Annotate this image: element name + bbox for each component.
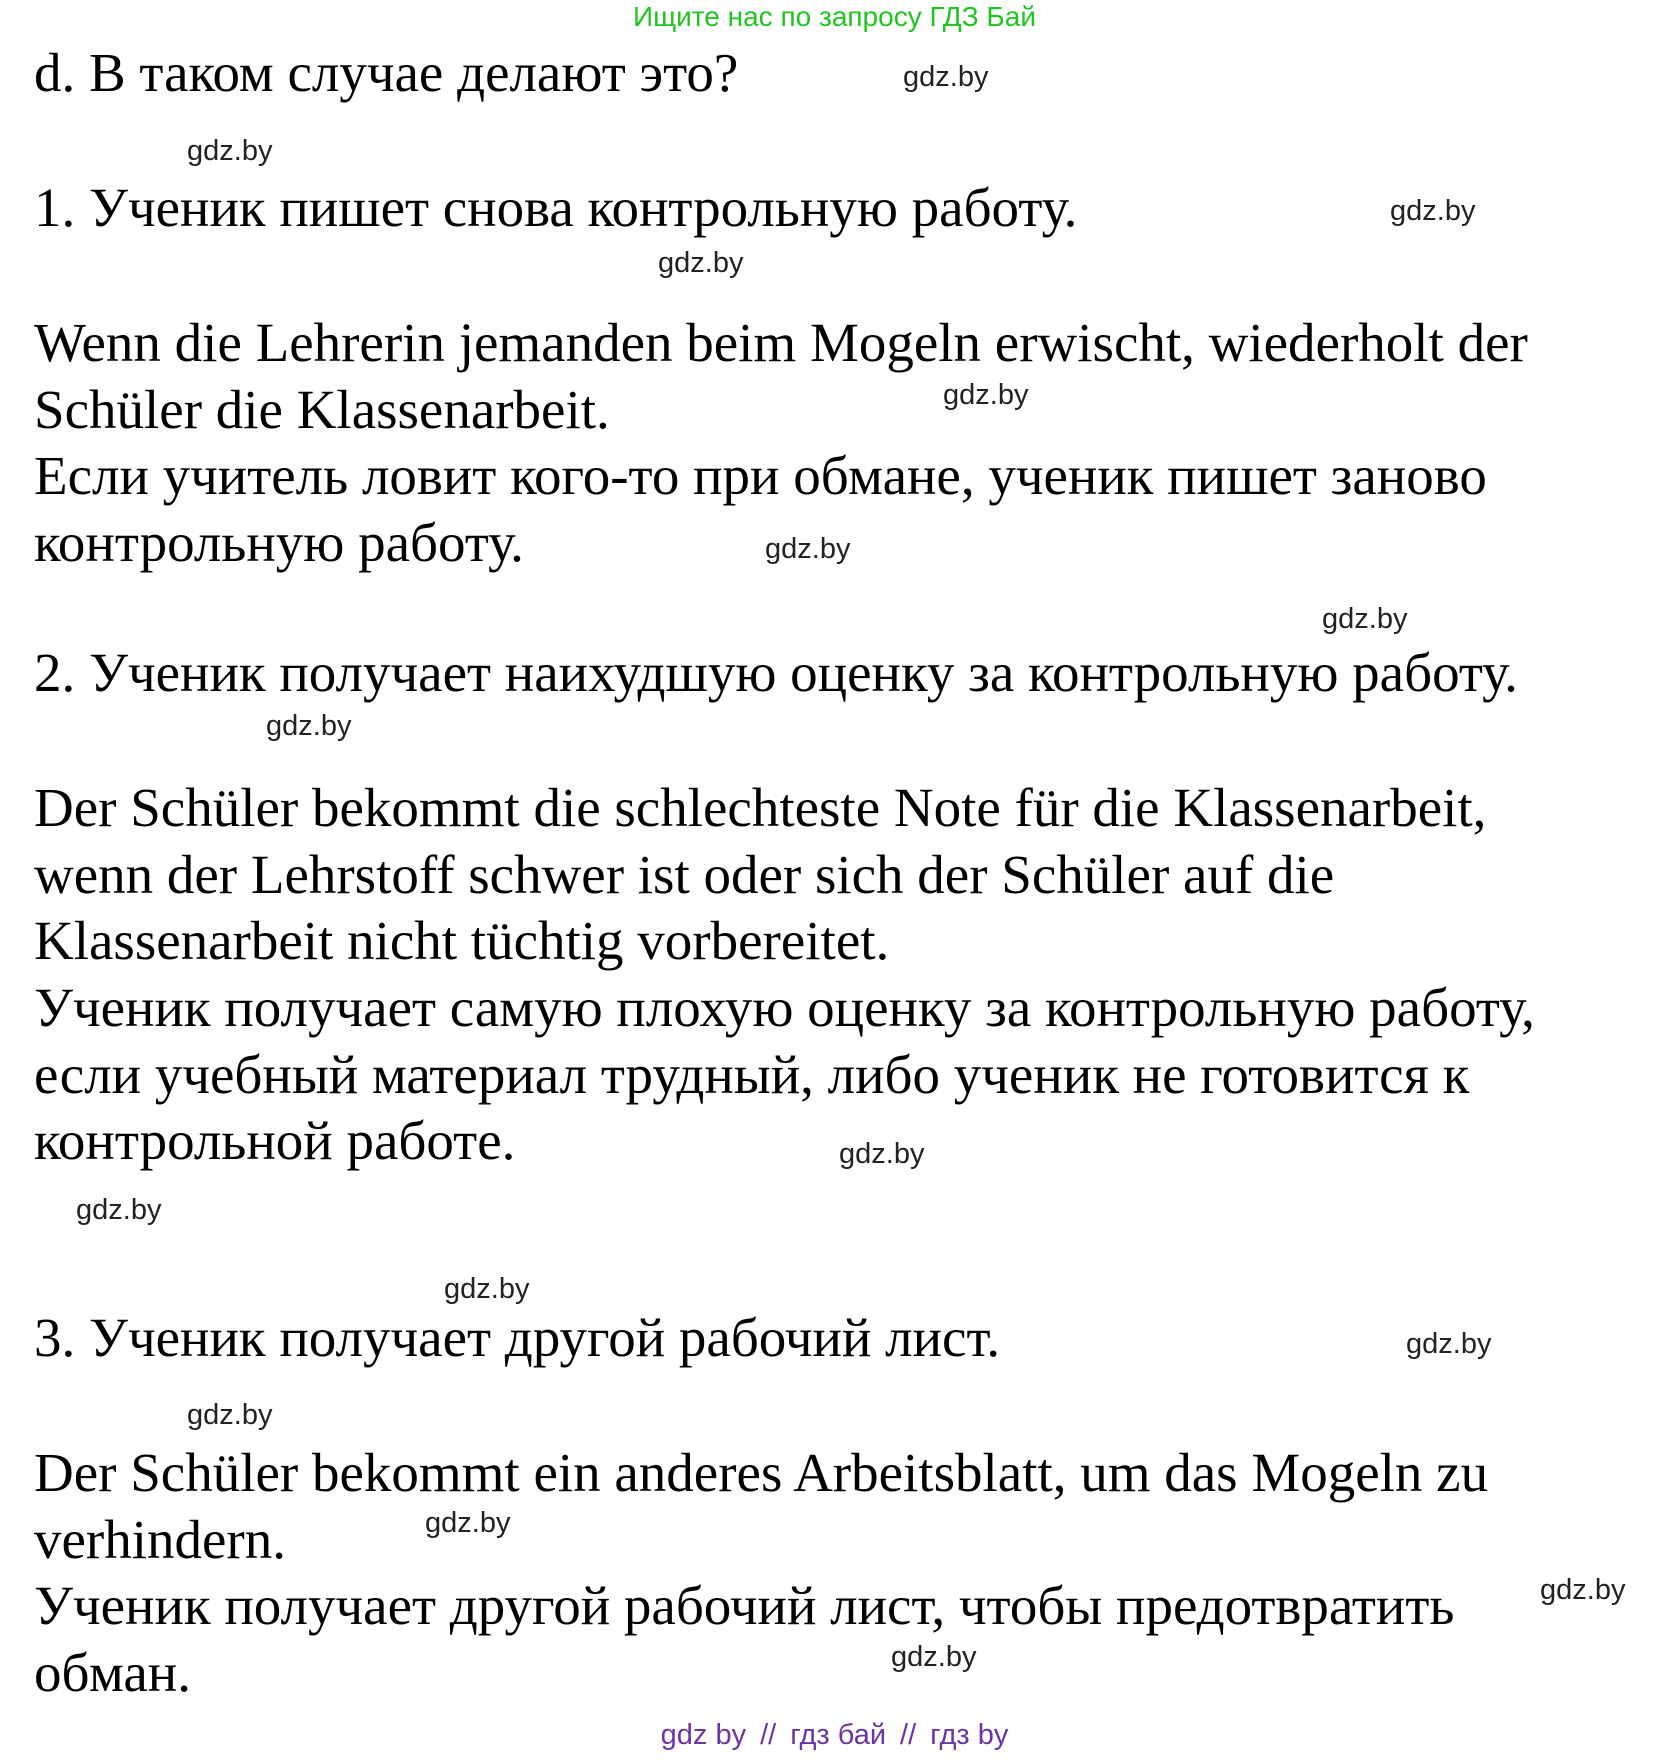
item-2-de-line-1: Der Schüler bekommt die schlechteste Note für die Klassenarbeit, — [34, 777, 1487, 838]
top-banner[interactable]: Ищите нас по запросу ГДЗ Бай — [632, 1, 1037, 32]
watermark: gdz.by — [658, 247, 744, 279]
item-3-ru-line-2: обман. — [34, 1642, 191, 1703]
task-header: d. В таком случае делают это? — [34, 42, 739, 103]
item-1-de-line-2: Schüler die Klassenarbeit. — [34, 379, 610, 440]
item-1-de-line-1: Wenn die Lehrerin jemanden beim Mogeln erwischt, wiederholt der — [34, 312, 1528, 373]
watermark: gdz.by — [1390, 195, 1476, 227]
watermark: gdz.by — [187, 1399, 273, 1431]
watermark: gdz.by — [444, 1273, 530, 1305]
watermark: gdz.by — [1540, 1574, 1626, 1606]
footer-link-gdz-by-ru[interactable]: гдз by — [930, 1719, 1009, 1751]
footer-link-gdz-bai[interactable]: гдз бай — [790, 1719, 887, 1751]
item-3-de-line-1: Der Schüler bekommt ein anderes Arbeitsblatt, um das Mogeln zu — [34, 1442, 1489, 1503]
item-2-ru-line-1: Ученик получает самую плохую оценку за контрольную работу, — [34, 977, 1535, 1038]
footer-separator: // — [900, 1719, 917, 1751]
watermark: gdz.by — [903, 61, 989, 93]
footer-separator: // — [760, 1719, 777, 1751]
watermark: gdz.by — [425, 1507, 511, 1539]
footer-link-gdz-by[interactable]: gdz by — [660, 1719, 747, 1751]
item-2-de-line-3: Klassenarbeit nicht tüchtig vorbereitet. — [34, 910, 890, 971]
item-3-de-line-2: verhindern. — [34, 1509, 286, 1570]
watermark: gdz.by — [1322, 603, 1408, 635]
item-2-ru-line-3: контрольной работе. — [34, 1110, 516, 1171]
watermark: gdz.by — [891, 1641, 977, 1673]
watermark: gdz.by — [839, 1138, 925, 1170]
watermark: gdz.by — [187, 135, 273, 167]
item-2-ru-line-2: если учебный материал трудный, либо ученик не готовится к — [34, 1044, 1470, 1105]
watermark: gdz.by — [266, 710, 352, 742]
item-2-de-line-2: wenn der Lehrstoff schwer ist oder sich der Schüler auf die — [34, 844, 1335, 905]
item-1-ru-line-2: контрольную работу. — [34, 512, 524, 573]
item-3-title: 3. Ученик получает другой рабочий лист. — [34, 1307, 1001, 1368]
item-3-ru-line-1: Ученик получает другой рабочий лист, чтобы предотвратить — [34, 1575, 1455, 1636]
footer-links — [0, 1717, 1669, 1753]
watermark: gdz.by — [76, 1194, 162, 1226]
watermark: gdz.by — [943, 379, 1029, 411]
item-1-title: 1. Ученик пишет снова контрольную работу. — [34, 177, 1078, 238]
watermark: gdz.by — [1406, 1328, 1492, 1360]
item-1-ru-line-1: Если учитель ловит кого-то при обмане, ученик пишет заново — [34, 445, 1487, 506]
watermark: gdz.by — [765, 533, 851, 565]
item-2-title: 2. Ученик получает наихудшую оценку за контрольную работу. — [34, 642, 1518, 703]
